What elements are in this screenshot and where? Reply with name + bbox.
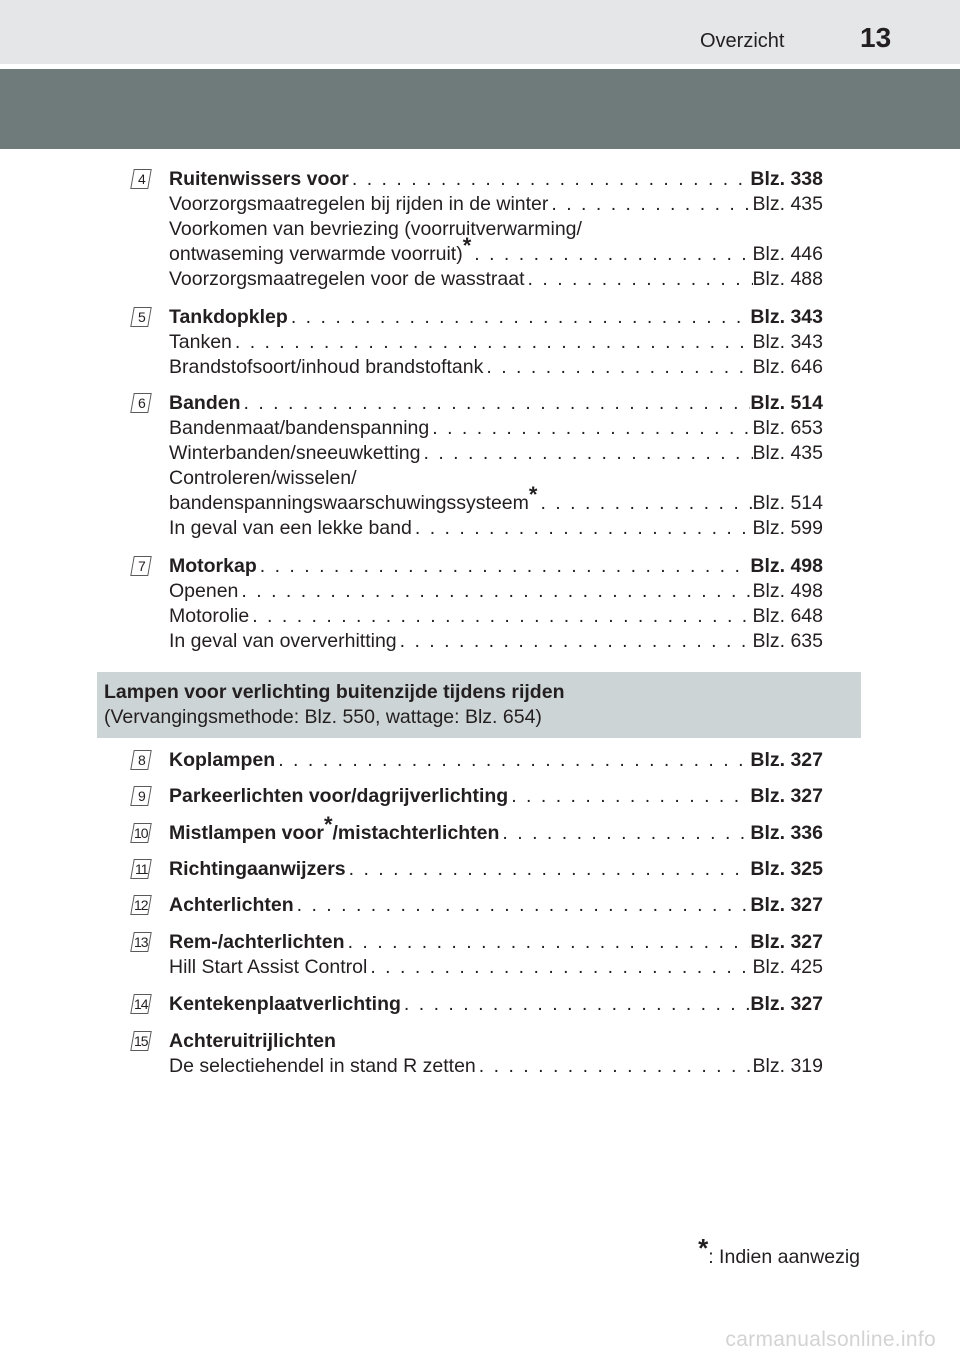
sub-entry-label: Brandstofsoort/inhoud brandstoftank — [169, 356, 484, 378]
asterisk-marker: * — [462, 233, 472, 258]
sub-entry-page-ref: Blz. 498 — [752, 580, 823, 602]
sub-entry-row[interactable] — [169, 629, 823, 654]
dot-leader — [471, 242, 752, 267]
sub-entry-text — [169, 579, 238, 604]
sub-entry-text — [169, 1054, 476, 1079]
footnote-text: : Indien aanwezig — [708, 1246, 860, 1268]
dot-leader — [275, 748, 750, 773]
entry-number: 4 — [137, 171, 145, 187]
sub-entry-text — [169, 604, 249, 629]
sub-entry-label: bandenspanningswaarschuwingssysteem — [169, 492, 529, 514]
entry-title — [169, 748, 275, 773]
entry-title — [169, 554, 257, 579]
sub-entry-page-ref: Blz. 435 — [752, 193, 823, 215]
lamps-section-subheading: (Vervangingsmethode: Blz. 550, wattage: Blz. 654) — [104, 706, 542, 728]
dot-leader — [525, 267, 753, 292]
entry-main-row[interactable] — [169, 784, 823, 809]
dot-leader — [476, 1054, 753, 1079]
dot-leader — [345, 930, 751, 955]
asterisk-marker: * — [323, 812, 333, 837]
footnote-asterisk: * — [698, 1233, 709, 1263]
index-entry[interactable] — [134, 930, 823, 980]
sub-entry-label: De selectiehendel in stand R zetten — [169, 1055, 476, 1077]
index-entry[interactable] — [137, 784, 823, 809]
sub-entry-row[interactable] — [169, 192, 823, 217]
header-bar — [0, 0, 960, 64]
entry-number: 11 — [134, 861, 148, 877]
entry-page-ref: Blz. 498 — [750, 555, 823, 577]
sub-entry-page-ref: Blz. 653 — [752, 417, 823, 439]
asterisk-marker: * — [528, 482, 538, 507]
entry-title — [169, 893, 294, 918]
index-entry[interactable] — [137, 554, 823, 654]
dot-leader — [548, 192, 752, 217]
sub-entry-text — [169, 330, 232, 355]
illustration-band — [0, 69, 960, 149]
lamps-section-heading: Lampen voor verlichting buitenzijde tijdens rijden — [104, 681, 565, 703]
sub-entry-label: Tanken — [169, 331, 232, 353]
sub-entry-text — [169, 441, 421, 466]
sub-entry-page-ref: Blz. 343 — [752, 331, 823, 353]
entry-title-text: Mistlampen voor — [169, 822, 324, 844]
entry-title — [169, 1029, 336, 1054]
sub-entry-row[interactable] — [169, 482, 823, 516]
sub-entry-row[interactable] — [169, 233, 823, 267]
sub-entry-label: In geval van een lekke band — [169, 517, 412, 539]
dot-leader — [401, 992, 750, 1017]
dot-leader — [249, 604, 752, 629]
entry-number: 12 — [134, 897, 148, 913]
dot-leader — [346, 857, 751, 882]
entry-number-badge — [130, 823, 152, 843]
sub-entry-page-ref: Blz. 635 — [752, 630, 823, 652]
index-entry[interactable] — [134, 812, 823, 846]
entry-title-text: Ruitenwissers voor — [169, 168, 349, 190]
index-entry[interactable] — [134, 893, 823, 918]
entry-title-text: Tankdopklep — [169, 306, 288, 328]
entry-number: 14 — [134, 996, 148, 1012]
lamps-section-box — [97, 672, 861, 738]
sub-entry-label: Openen — [169, 580, 239, 602]
sub-entry-page-ref: Blz. 488 — [752, 268, 823, 290]
entry-main-row[interactable] — [169, 992, 823, 1017]
entry-main-row[interactable] — [169, 167, 823, 192]
sub-entry-text — [169, 482, 538, 516]
entry-number-badge — [130, 750, 152, 770]
sub-entry-page-ref: Blz. 435 — [752, 442, 823, 464]
entry-title-text: Achteruitrijlichten — [169, 1030, 336, 1052]
entry-number-badge — [130, 932, 152, 952]
sub-entry-label: ontwaseming verwarmde voorruit) — [169, 243, 463, 265]
dot-leader — [288, 305, 751, 330]
entry-number: 7 — [137, 558, 145, 574]
entry-main-row[interactable] — [169, 554, 823, 579]
entry-title-text: Achterlichten — [169, 894, 294, 916]
sub-entry-label: In geval van oververhitting — [169, 630, 397, 652]
entry-number: 13 — [134, 934, 148, 950]
entry-number: 15 — [134, 1033, 148, 1049]
entry-title-text: Motorkap — [169, 555, 257, 577]
index-entry[interactable] — [134, 1029, 823, 1079]
entry-title-suffix: /mistachterlichten — [332, 822, 500, 844]
sub-entry-row[interactable] — [169, 441, 823, 466]
sub-entry-label: Hill Start Assist Control — [169, 956, 368, 978]
entry-page-ref: Blz. 327 — [750, 785, 823, 807]
sub-entry-page-ref: Blz. 514 — [752, 492, 823, 514]
dot-leader — [232, 330, 753, 355]
entry-page-ref: Blz. 338 — [750, 168, 823, 190]
entry-number-badge — [130, 556, 152, 576]
sub-entry-row[interactable] — [169, 355, 823, 380]
entry-title — [169, 784, 508, 809]
entry-main-row[interactable] — [169, 812, 823, 846]
dot-leader — [483, 355, 752, 380]
entry-number: 10 — [134, 825, 148, 841]
entry-title — [169, 857, 346, 882]
entry-title — [169, 305, 288, 330]
dot-leader — [349, 167, 750, 192]
index-entry[interactable] — [134, 992, 823, 1017]
sub-entry-text — [169, 629, 397, 654]
sub-entry-page-ref: Blz. 319 — [752, 1055, 823, 1077]
sub-entry-row[interactable] — [169, 330, 823, 355]
entry-number-badge — [130, 859, 152, 879]
entry-number-badge — [130, 1031, 152, 1051]
entry-title — [169, 391, 241, 416]
entry-title — [169, 167, 349, 192]
entry-title-text: Richtingaanwijzers — [169, 858, 346, 880]
entry-title-text: Banden — [169, 392, 241, 414]
entry-main-row[interactable] — [169, 391, 823, 416]
sub-entry-row[interactable] — [169, 955, 823, 980]
sub-entry-page-ref: Blz. 446 — [752, 243, 823, 265]
entry-main-row[interactable] — [169, 748, 823, 773]
entry-page-ref: Blz. 343 — [750, 306, 823, 328]
index-entry[interactable] — [137, 305, 823, 380]
entry-number: 6 — [137, 395, 145, 411]
entry-number: 8 — [137, 752, 145, 768]
dot-leader — [429, 416, 752, 441]
entry-page-ref: Blz. 327 — [750, 931, 823, 953]
sub-entry-text — [169, 955, 367, 980]
sub-entry-label: Voorzorgsmaatregelen bij rijden in de winter — [169, 193, 549, 215]
entry-title-text: Koplampen — [169, 749, 276, 771]
index-entry[interactable] — [134, 857, 823, 882]
dot-leader — [294, 893, 751, 918]
dot-leader — [367, 955, 752, 980]
watermark: carmanualsonline.info — [725, 1328, 936, 1351]
dot-leader — [397, 629, 753, 654]
entry-main-row[interactable] — [169, 1029, 823, 1054]
entry-number-badge — [130, 393, 152, 413]
entry-page-ref: Blz. 327 — [750, 993, 823, 1015]
sub-entry-page-ref: Blz. 646 — [752, 356, 823, 378]
entry-number-badge — [130, 169, 152, 189]
sub-entry-label: Bandenmaat/bandenspanning — [169, 417, 430, 439]
sub-entry-text — [169, 516, 412, 541]
sub-entry-page-ref: Blz. 599 — [752, 517, 823, 539]
sub-entry-row[interactable] — [169, 516, 823, 541]
entry-main-row[interactable] — [169, 857, 823, 882]
sub-entry-page-ref: Blz. 648 — [752, 605, 823, 627]
entry-page-ref: Blz. 325 — [750, 858, 823, 880]
footnote — [698, 1233, 860, 1269]
sub-entry-row[interactable] — [169, 416, 823, 441]
sub-entry-text — [169, 267, 525, 292]
entry-page-ref: Blz. 514 — [750, 392, 823, 414]
sub-entry-row[interactable] — [169, 604, 823, 629]
sub-entry-text-line: Controleren/wisselen/ — [169, 467, 357, 489]
section-title: Overzicht — [700, 30, 785, 52]
entry-title — [169, 992, 401, 1017]
dot-leader — [499, 821, 750, 846]
sub-entry-row[interactable] — [169, 1054, 823, 1079]
index-entry[interactable] — [137, 391, 823, 541]
entry-title — [169, 812, 500, 846]
entry-title-text: Parkeerlichten voor/dagrijverlichting — [169, 785, 509, 807]
sub-entry-row[interactable] — [169, 579, 823, 604]
dot-leader — [537, 491, 752, 516]
sub-entry-row[interactable] — [169, 267, 823, 292]
entry-main-row[interactable] — [169, 930, 823, 955]
entry-page-ref: Blz. 336 — [750, 822, 823, 844]
dot-leader — [412, 516, 753, 541]
entry-page-ref: Blz. 327 — [750, 749, 823, 771]
sub-entry-label: Motorolie — [169, 605, 250, 627]
sub-entry-text — [169, 355, 483, 380]
index-entry[interactable] — [137, 748, 823, 773]
sub-entry-text — [169, 416, 429, 441]
dot-leader — [238, 579, 752, 604]
entry-main-row[interactable] — [169, 305, 823, 330]
entry-title — [169, 930, 345, 955]
entry-number: 5 — [137, 309, 145, 325]
sub-entry-page-ref: Blz. 425 — [752, 956, 823, 978]
entry-main-row[interactable] — [169, 893, 823, 918]
dot-leader — [508, 784, 750, 809]
sub-entry-text-line: Voorkomen van bevriezing (voorruitverwarming/ — [169, 218, 582, 240]
entry-title-text: Rem-/achterlichten — [169, 931, 345, 953]
entry-page-ref: Blz. 327 — [750, 894, 823, 916]
sub-entry-label: Winterbanden/sneeuwketting — [169, 442, 421, 464]
index-entry[interactable] — [137, 167, 823, 292]
dot-leader — [257, 554, 751, 579]
entry-number-badge — [130, 895, 152, 915]
entry-number: 9 — [137, 788, 145, 804]
sub-entry-text — [169, 192, 548, 217]
page-number: 13 — [860, 22, 892, 53]
sub-entry-text — [169, 233, 472, 267]
entry-number-badge — [130, 994, 152, 1014]
entry-number-badge — [130, 307, 152, 327]
dot-leader — [241, 391, 751, 416]
sub-entry-label: Voorzorgsmaatregelen voor de wasstraat — [169, 268, 525, 290]
entry-number-badge — [130, 786, 152, 806]
entry-title-text: Kentekenplaatverlichting — [169, 993, 401, 1015]
dot-leader — [421, 441, 753, 466]
